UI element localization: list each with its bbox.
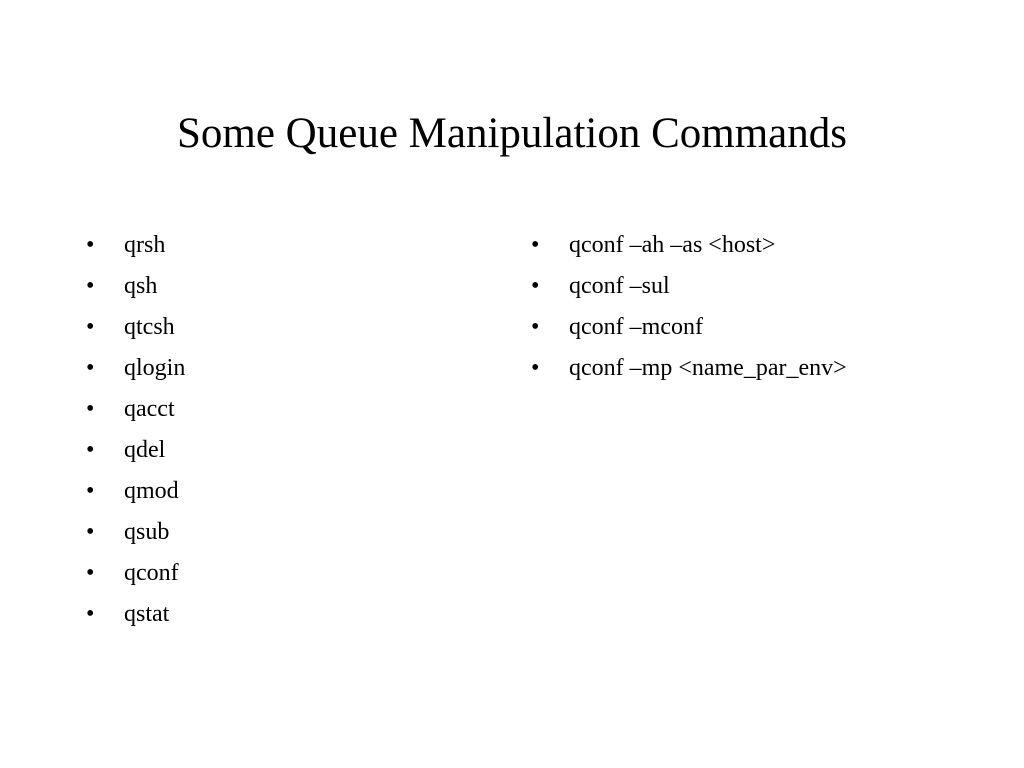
command-text: qconf xyxy=(124,560,179,586)
bullet-icon: • xyxy=(531,314,540,340)
list-item xyxy=(86,266,486,307)
list-item xyxy=(86,471,486,512)
list-item xyxy=(531,307,991,348)
command-text: qconf –mp <name_par_env> xyxy=(569,355,847,381)
command-text: qsub xyxy=(124,519,170,545)
command-text: qconf –ah –as <host> xyxy=(569,232,776,258)
bullet-icon: • xyxy=(531,355,540,381)
command-text: qlogin xyxy=(124,355,186,381)
slide-title: Some Queue Manipulation Commands xyxy=(176,110,847,157)
bullet-icon: • xyxy=(86,355,95,381)
command-text: qtcsh xyxy=(124,314,175,340)
list-item xyxy=(86,348,486,389)
command-text: qconf –mconf xyxy=(569,314,703,340)
bullet-icon: • xyxy=(86,232,95,258)
command-text: qsh xyxy=(124,273,158,299)
list-item xyxy=(531,266,991,307)
list-item xyxy=(86,225,486,266)
command-text: qrsh xyxy=(124,232,166,258)
bullet-icon: • xyxy=(86,396,95,422)
bullet-icon: • xyxy=(86,519,95,545)
list-item xyxy=(86,430,486,471)
bullet-icon: • xyxy=(531,232,540,258)
left-bullet-list xyxy=(86,225,486,635)
list-item xyxy=(86,594,486,635)
list-item xyxy=(86,512,486,553)
command-text: qacct xyxy=(124,396,175,422)
list-item xyxy=(86,553,486,594)
command-text: qmod xyxy=(124,478,179,504)
bullet-icon: • xyxy=(86,601,95,627)
right-bullet-list xyxy=(531,225,991,389)
command-text: qdel xyxy=(124,437,166,463)
list-item xyxy=(86,307,486,348)
bullet-icon: • xyxy=(531,273,540,299)
bullet-icon: • xyxy=(86,560,95,586)
command-text: qconf –sul xyxy=(569,273,670,299)
command-text: qstat xyxy=(124,601,170,627)
list-item xyxy=(531,225,991,266)
list-item xyxy=(531,348,991,389)
list-item xyxy=(86,389,486,430)
bullet-icon: • xyxy=(86,478,95,504)
bullet-icon: • xyxy=(86,314,95,340)
bullet-icon: • xyxy=(86,273,95,299)
bullet-icon: • xyxy=(86,437,95,463)
